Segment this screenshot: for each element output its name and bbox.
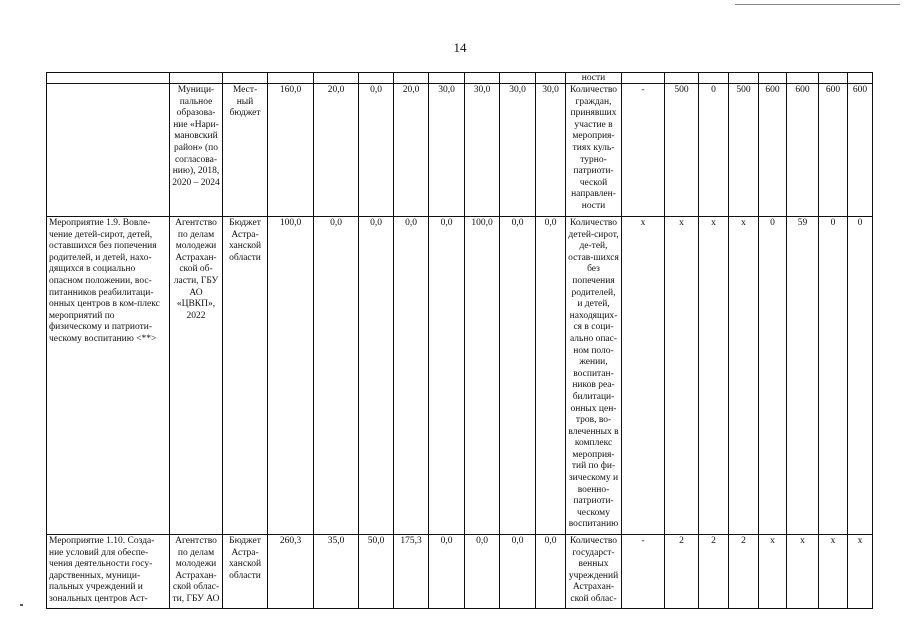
cell [394,73,429,84]
target-cell: 2 [665,535,699,609]
cell [314,73,359,84]
target-cell: x [759,535,787,609]
target-cell: - [622,535,665,609]
amount-cell: 0,0 [465,535,500,609]
amount-cell: 30,0 [536,84,566,217]
activity-cell [47,84,170,217]
table-continuation-row [47,73,873,84]
amount-cell: 20,0 [314,84,359,217]
amount-cell: 160,0 [268,84,314,217]
amount-cell: 0,0 [359,84,394,217]
target-cell: 2 [699,535,729,609]
amount-cell: 20,0 [394,84,429,217]
amount-cell: 0,0 [394,217,429,535]
target-cell: x [787,535,819,609]
cell [848,73,873,84]
target-cell: 0 [759,217,787,535]
cell [268,73,314,84]
amount-cell: 0,0 [429,217,465,535]
amount-cell: 35,0 [314,535,359,609]
program-table [46,72,873,609]
page-number: 14 [453,40,467,55]
indicator-cell: Количество государст-венных учреждений Астрахан-ской облас- [566,535,622,609]
amount-cell: 100,0 [268,217,314,535]
activity-cell: Мероприятие 1.9. Вовле-чение детей-сирот, детей, оставшихся без попечения родителей, и детей, нахо-дящихся в социально опасном положении, вос-питанников реабилитаци-онных центров в ком-плекс мероприятий по физическому и патриоти-ческому воспитанию <**> [47,217,170,535]
cell [465,73,500,84]
target-cell: 500 [665,84,699,217]
top-rule [735,4,900,5]
target-cell: x [622,217,665,535]
target-cell: x [848,535,873,609]
target-cell: 600 [819,84,848,217]
source-cell: Бюджет Астра-ханской области [223,535,268,609]
executor-cell: Агентство по делам молодежи Астрахан-ской об-ласти, ГБУ АО «ЦВКП», 2022 [170,217,223,535]
cell [665,73,699,84]
amount-cell: 260,3 [268,535,314,609]
cell [536,73,566,84]
scan-speck [20,604,23,606]
cell [699,73,729,84]
executor-cell: Агентство по делам молодежи Астрахан-ской облас-ти, ГБУ АО [170,535,223,609]
target-cell: - [622,84,665,217]
executor-cell: Муници-пальное образова-ние «Нари-мановский район» (по согласова-нию), 2018, 2020 – 2024 [170,84,223,217]
cell [500,73,536,84]
amount-cell: 30,0 [429,84,465,217]
amount-cell: 0,0 [536,217,566,535]
cell [223,73,268,84]
amount-cell: 0,0 [536,535,566,609]
target-cell: 0 [819,217,848,535]
amount-cell: 100,0 [465,217,500,535]
cell [359,73,394,84]
cell [47,73,170,84]
target-cell: x [699,217,729,535]
indicator-cell: Количество детей-сирот, де-тей, остав-шихся без попечения родителей, и детей, находящих-ся в соци-ально опас-ном поло-жении, воспитан-ников реа-билитаци-онных цен-тров, во-влеченных в комплекс мероприя-тий по фи-зическому и военно-патриоти-ческому воспитанию [566,217,622,535]
target-cell: 500 [729,84,759,217]
amount-cell: 50,0 [359,535,394,609]
cell [759,73,787,84]
amount-cell: 0,0 [500,217,536,535]
cell [819,73,848,84]
target-cell: 600 [759,84,787,217]
target-cell: 59 [787,217,819,535]
amount-cell: 30,0 [465,84,500,217]
source-cell: Мест-ный бюджет [223,84,268,217]
table-row [47,217,873,535]
cell [622,73,665,84]
table-row [47,535,873,609]
target-cell: x [819,535,848,609]
amount-cell: 175,3 [394,535,429,609]
activity-cell: Мероприятие 1.10. Созда-ние условий для обеспе-чения деятельности госу-дарственных, муници-пальных учреждений и зональных центров Аст- [47,535,170,609]
amount-cell: 30,0 [500,84,536,217]
target-cell: 2 [729,535,759,609]
cell [787,73,819,84]
table-row [47,84,873,217]
cell [170,73,223,84]
amount-cell: 0,0 [314,217,359,535]
amount-cell: 0,0 [429,535,465,609]
indicator-fragment: ности [566,73,622,84]
target-cell: 0 [848,217,873,535]
target-cell: 0 [699,84,729,217]
target-cell: x [665,217,699,535]
amount-cell: 0,0 [359,217,394,535]
cell [429,73,465,84]
indicator-cell: Количество граждан, принявших участие в мероприя-тиях куль-турно-патриоти-ческой направлен-ности [566,84,622,217]
source-cell: Бюджет Астра-ханской области [223,217,268,535]
amount-cell: 0,0 [500,535,536,609]
target-cell: x [729,217,759,535]
target-cell: 600 [848,84,873,217]
cell [729,73,759,84]
target-cell: 600 [787,84,819,217]
